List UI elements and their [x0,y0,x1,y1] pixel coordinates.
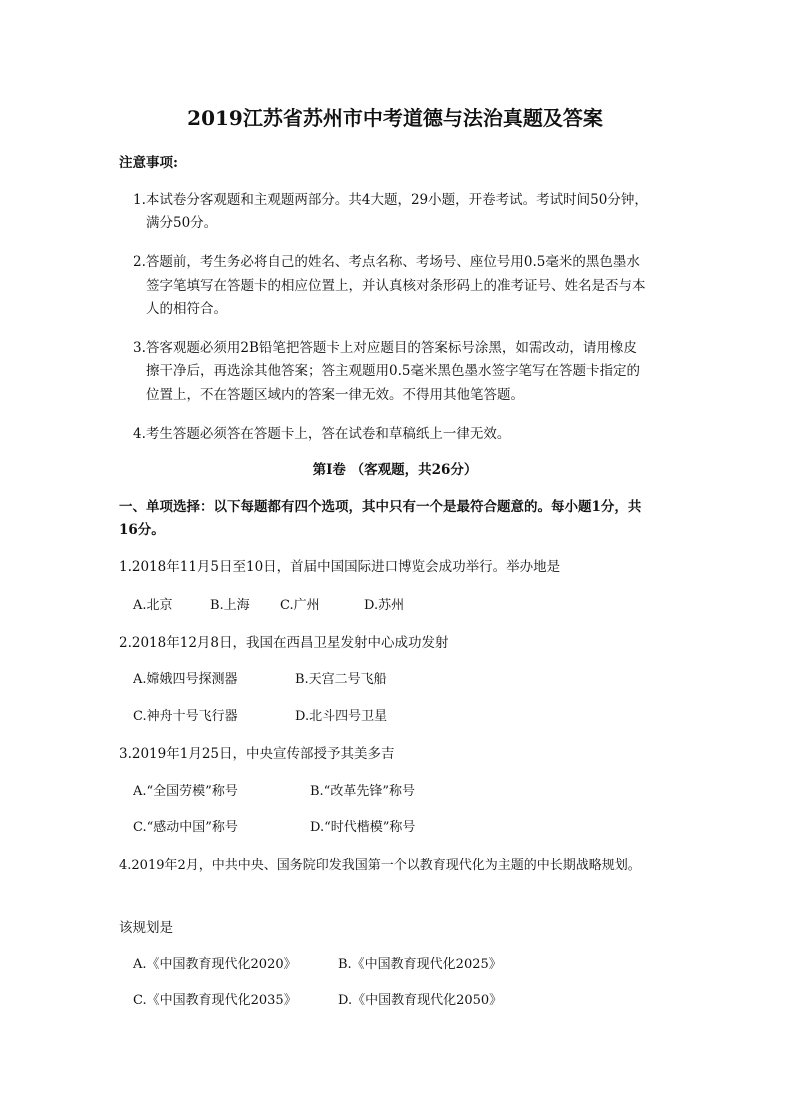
notice-1-line-2: 满分50分。 [146,215,218,231]
question-3-option-d: D.“时代楷模”称号 [310,820,416,835]
notice-4-line-1: 4.考生答题必须答在答题卡上，答在试卷和草稿纸上一律无效。 [133,426,511,442]
notice-2-line-2: 签字笔填写在答题卡的相应位置上，并认真核对条形码上的准考证号、姓名是否与本 [146,278,646,294]
question-2-stem: 2.2018年12月8日，我国在西昌卫星发射中心成功发射 [119,635,449,651]
question-4-option-c: C.《中国教育现代化2035》 [133,993,297,1008]
question-4-stem-continued: 该规划是 [119,920,173,936]
notice-3-line-3: 位置上，不在答题区域内的答案一律无效。不得用其他笔答题。 [146,387,524,403]
question-2-option-c: C.神舟十号飞行器 [133,709,238,724]
notice-3-line-2: 擦干净后，再选涂其他答案；答主观题用0.5毫米黑色墨水签字笔写在答题卡指定的 [146,363,640,379]
notice-heading: 注意事项: [119,155,178,171]
notice-3-line-1: 3.答客观题必须用2B铅笔把答题卡上对应题目的答案标号涂黑，如需改动，请用橡皮 [133,340,637,356]
part-heading-line-1: 一、单项选择：以下每题都有四个选项，其中只有一个是最符合题意的。每小题1分，共 [119,499,642,515]
question-2-option-d: D.北斗四号卫星 [295,709,388,724]
question-1-option-c: C.广州 [280,598,320,613]
question-1-stem: 1.2018年11月5日至10日，首届中国国际进口博览会成功举行。举办地是 [119,559,561,575]
section-title: 第Ⅰ卷 （客观题，共26分） [312,462,478,478]
question-4-option-a: A.《中国教育现代化2020》 [133,957,297,972]
page-title: 2019江苏省苏州市中考道德与法治真题及答案 [187,106,603,130]
question-3-stem: 3.2019年1月25日，中央宣传部授予其美多吉 [119,746,395,762]
question-4-option-b: B.《中国教育现代化2025》 [338,957,502,972]
notice-2-line-1: 2.答题前，考生务必将自己的姓名、考点名称、考场号、座位号用0.5毫米的黑色墨水 [133,254,640,270]
question-4-stem: 4.2019年2月，中共中央、国务院印发我国第一个以教育现代化为主题的中长期战略规划。 [119,858,641,873]
question-4-option-d: D.《中国教育现代化2050》 [338,993,503,1008]
part-heading-line-2: 16分。 [119,522,165,538]
question-3-option-c: C.“感动中国”称号 [133,820,238,835]
question-3-option-a: A.“全国劳模”称号 [133,784,238,799]
question-2-option-a: A.嫦娥四号探测器 [133,672,238,687]
notice-1-line-1: 1.本试卷分客观题和主观题两部分。共4大题，29小题，开卷考试。考试时间50分钟， [133,192,648,208]
question-2-option-b: B.天宫二号飞船 [295,672,387,687]
question-3-option-b: B.“改革先锋”称号 [310,784,415,799]
question-1-option-d: D.苏州 [364,598,405,613]
notice-2-line-3: 人的相符合。 [146,301,227,317]
question-1-option-b: B.上海 [210,598,250,613]
question-1-option-a: A.北京 [133,598,173,613]
